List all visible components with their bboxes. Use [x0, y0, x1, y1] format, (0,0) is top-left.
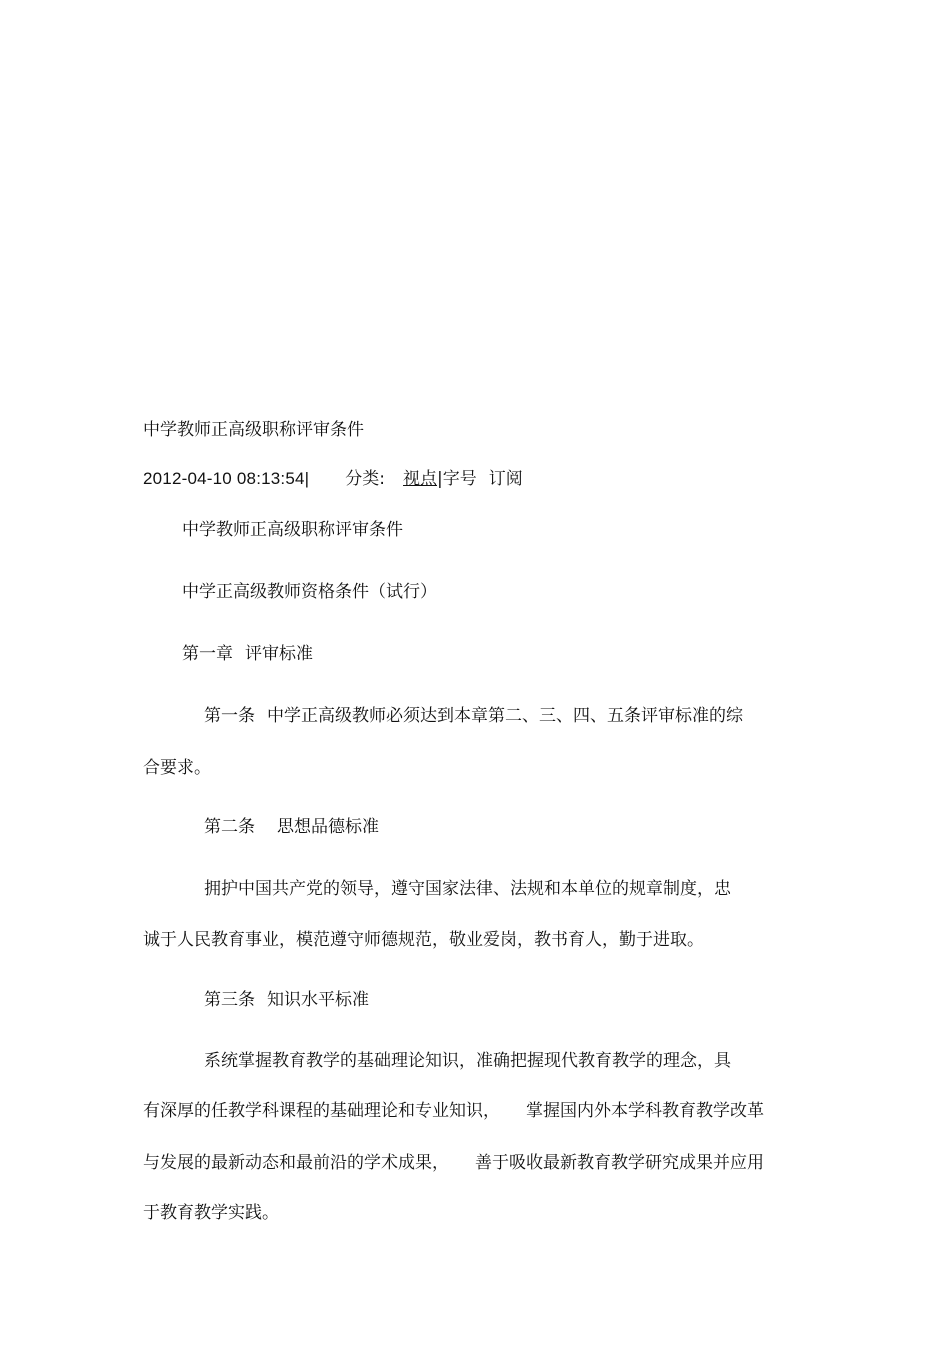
article-title: 中学教师正高级职称评审条件: [143, 420, 364, 440]
publish-datetime: 2012-04-10 08:13:54|: [143, 469, 310, 488]
article-1-line-2: 合要求。: [143, 758, 211, 778]
article-1-label: 第一条: [204, 706, 255, 726]
meta-separator: |: [437, 469, 443, 489]
article-2-line-2: 诚于人民教育事业，模范遵守师德规范，敬业爱岗，教书育人，勤于进取。: [143, 930, 704, 950]
article-2-heading: [204, 816, 379, 838]
article-3-line-1: 系统掌握教育教学的基础理论知识，准确把握现代教育教学的理念，具: [204, 1051, 731, 1071]
article-meta: [143, 468, 523, 490]
article-3-line-3-a: 与发展的最新动态和最前沿的学术成果，: [143, 1153, 449, 1173]
category-link[interactable]: 视点: [403, 469, 438, 489]
article-3-heading: [204, 989, 369, 1011]
article-1-line-1: [204, 705, 743, 727]
article-3-line-4: 于教育教学实践。: [143, 1203, 279, 1223]
chapter-name: 评审标准: [245, 644, 313, 664]
article-1-text: 中学正高级教师必须达到本章第二、三、四、五条评审标准的综: [267, 706, 743, 726]
article-3-label: 第三条: [204, 990, 255, 1010]
category-label: 分类:: [345, 469, 386, 489]
font-size-link[interactable]: 字号: [442, 469, 477, 489]
article-3-line-3: [143, 1152, 764, 1174]
chapter-heading: [182, 643, 313, 665]
chapter-prefix: 第一章: [182, 644, 233, 664]
article-3-line-2: [143, 1100, 764, 1122]
article-3-title: 知识水平标准: [267, 990, 369, 1010]
body-heading-1: 中学教师正高级职称评审条件: [182, 520, 403, 540]
subscribe-link[interactable]: 订阅: [488, 469, 523, 489]
article-3-line-2-a: 有深厚的任教学科课程的基础理论和专业知识，: [143, 1101, 500, 1121]
article-2-line-1: 拥护中国共产党的领导，遵守国家法律、法规和本单位的规章制度，忠: [204, 879, 731, 899]
article-3-line-2-b: 掌握国内外本学科教育教学改革: [526, 1101, 764, 1121]
body-heading-2: 中学正高级教师资格条件（试行）: [182, 582, 437, 602]
article-2-label: 第二条: [204, 817, 255, 837]
article-3-line-3-b: 善于吸收最新教育教学研究成果并应用: [475, 1153, 764, 1173]
article-2-title: 思想品德标准: [277, 817, 379, 837]
